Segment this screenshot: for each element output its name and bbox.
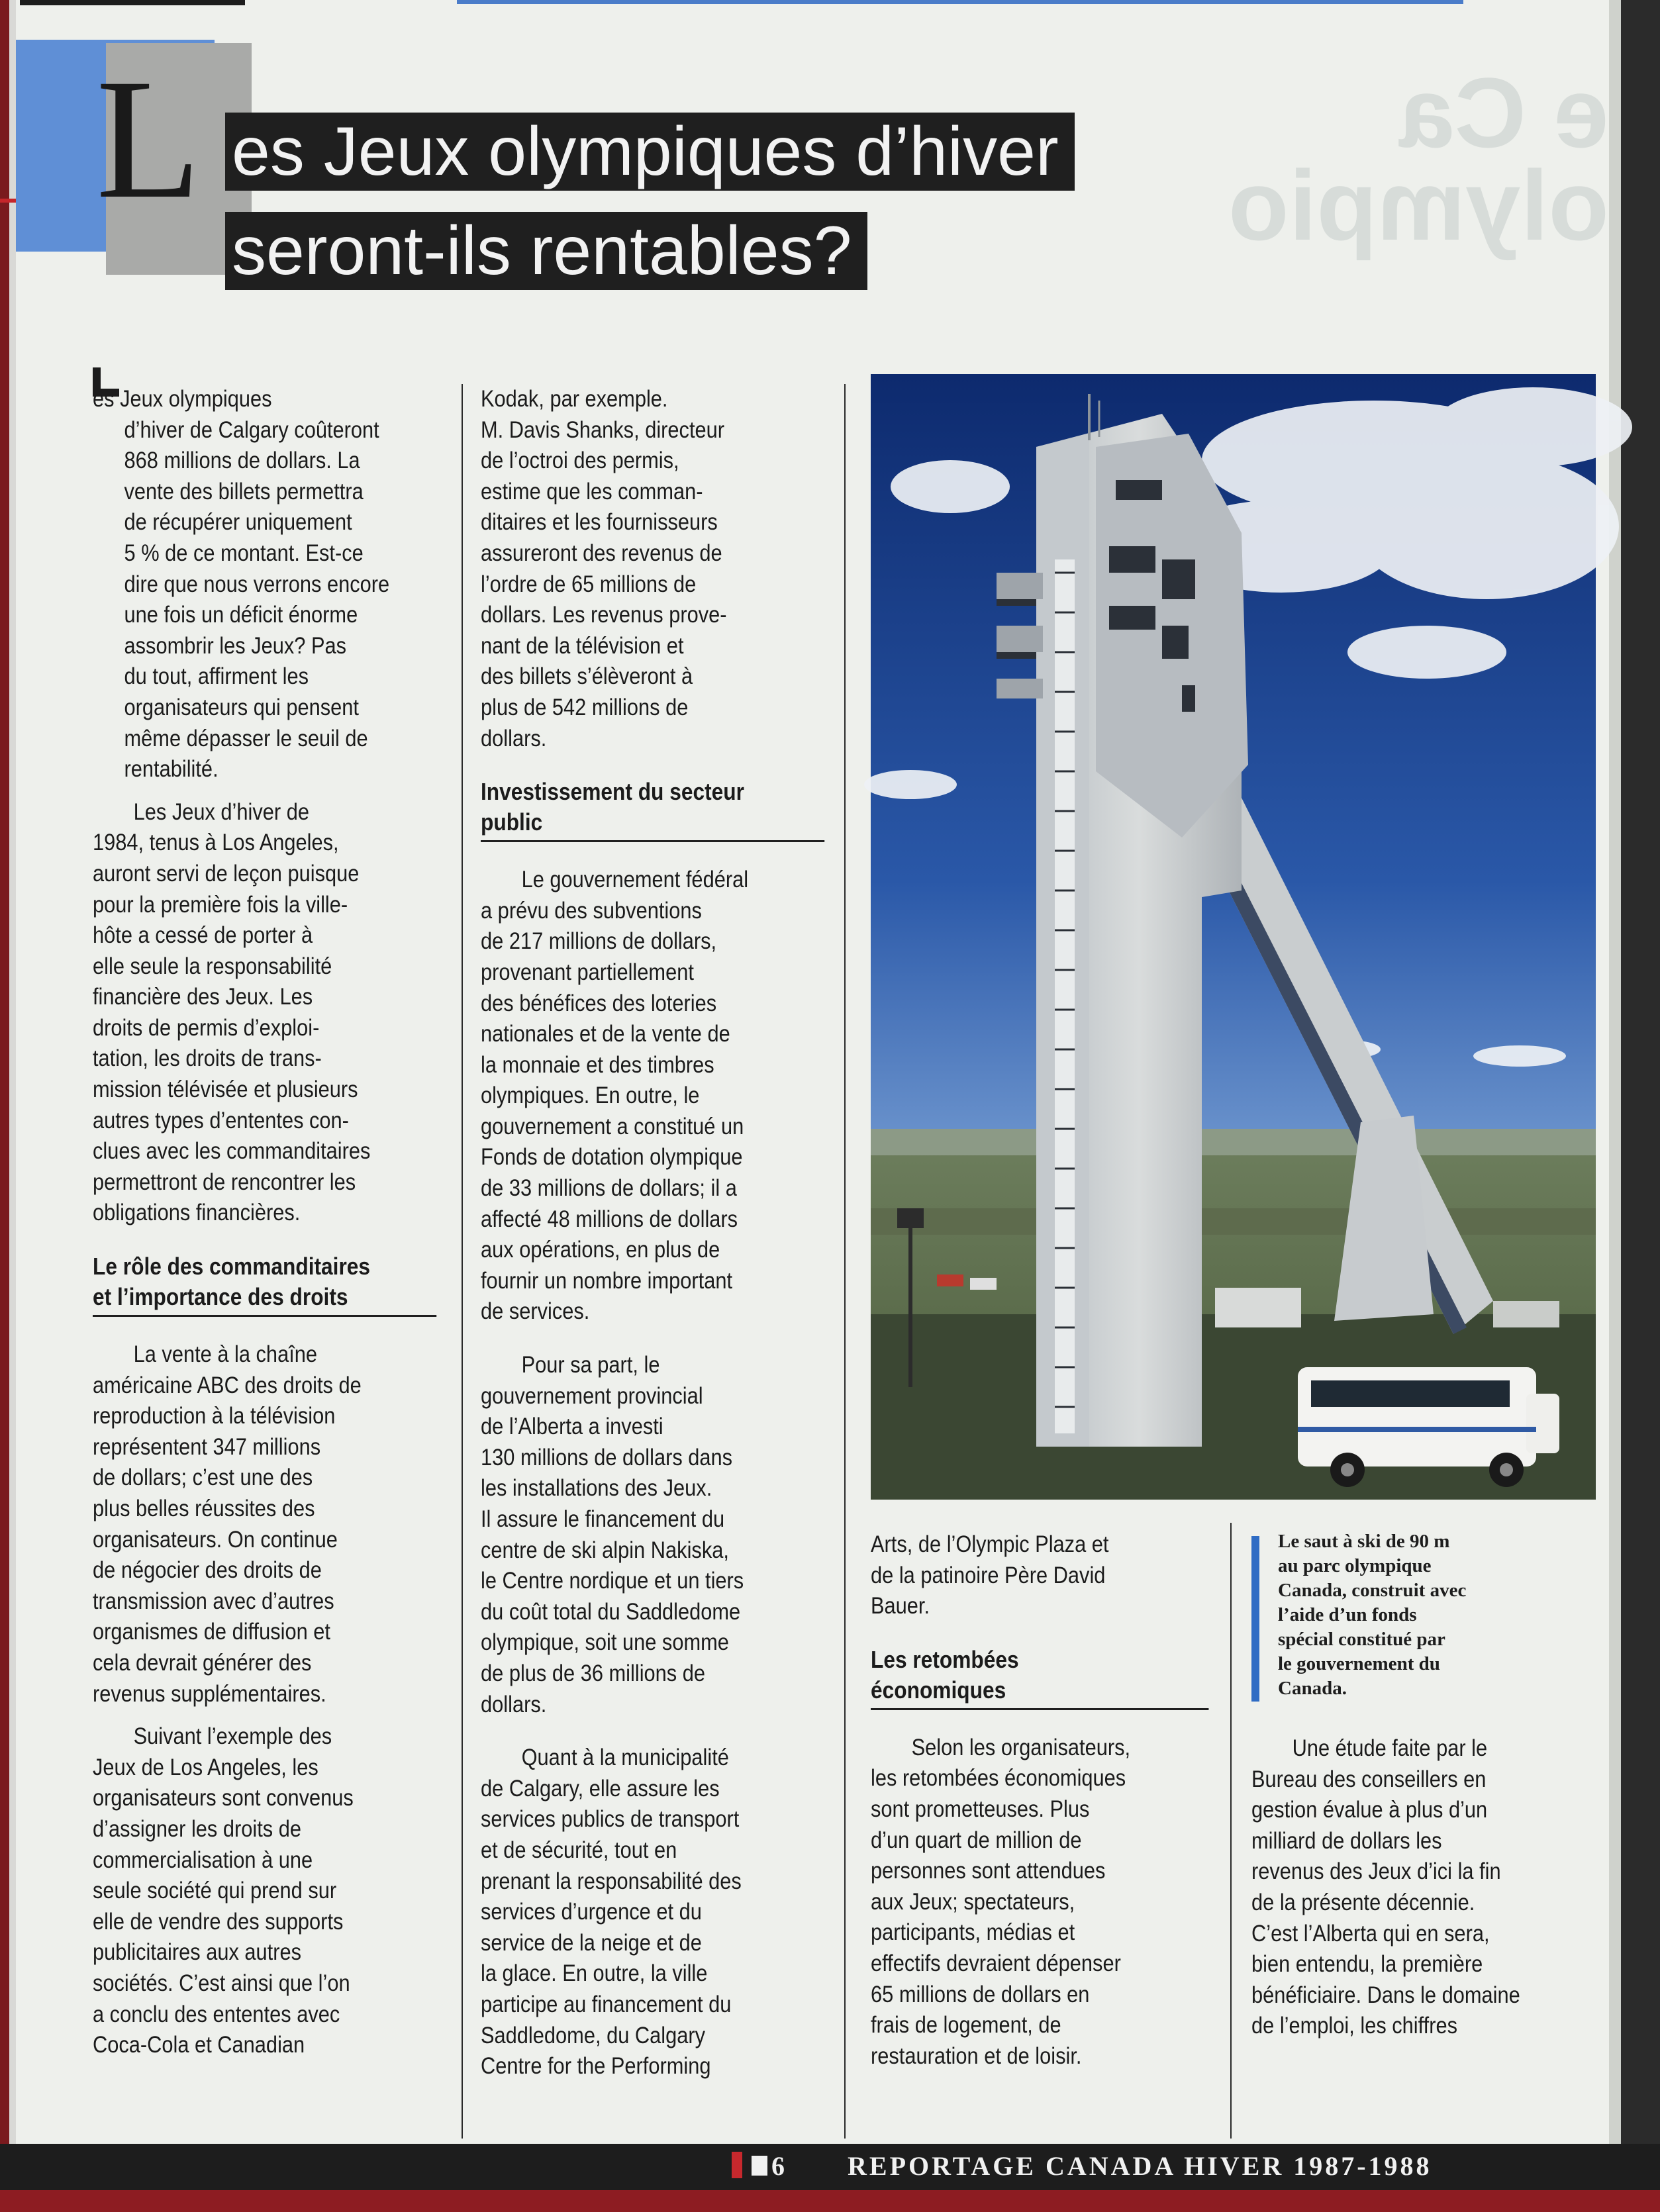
title-drop-cap: L	[96, 44, 201, 234]
bottom-page-edge	[0, 2190, 1660, 2212]
column-rule-2	[844, 384, 846, 2139]
paragraph-los-angeles: Les Jeux d’hiver de 1984, tenus à Los Angeles, auront servi de leçon puisque pour la première fois la ville- hôte a cessé de porter à elle seule la responsabilité financière des Jeux. Les droits de permis d’exploi- tation, les droits de trans- mission télévisée et plusieurs autres types d’ententes con- clues avec les commanditaires permettront de rencontrer les obligations financières.	[93, 798, 371, 1226]
paragraph-alberta: Pour sa part, le gouvernement provincial de l’Alberta a investi 130 millions de dollars dans les installations des Jeux. Il assure le financement du centre de ski alpin Nakiska, le Centre nordique et un tiers du coût total du Saddledome olympique, soit une somme de plus de 36 millions de dollars.	[481, 1352, 744, 1717]
footer-white-mark	[752, 2156, 767, 2176]
paragraph-study: Une étude faite par le Bureau des conseillers en gestion évalue à plus d’un milliard de dollars les revenus des Jeux d’ici la fin de la présente décennie. C’est l’Alberta qui en sera, bien entendu, la première bénéficiaire. Dans le domaine de l’emploi, les chiffres	[1251, 1735, 1520, 2039]
caption-accent-bar	[1251, 1536, 1259, 1702]
title-line-1: es Jeux olympiques d’hiver	[225, 113, 1075, 191]
paragraph-commercialisation: Suivant l’exemple des Jeux de Los Angeles, les organisateurs sont convenus d’assigner les droits de commercialisation à une seule société qui prend sur elle de vendre des supports publicitaires aux autres sociétés. C’est ainsi que l’on a conclu des ententes avec Coca-Cola et Canadian	[93, 1723, 354, 2058]
paragraph-kodak: Kodak, par exemple. M. Davis Shanks, directeur de l’octroi des permis, estime que les comman- ditaires et les fournisseurs assureront des revenus de l’ordre de 65 millions de dollars. Les revenus prove- nant de la télévision et des billets s’élèveront à plus de 542 millions de dollars.	[481, 386, 727, 751]
article-column-3	[871, 1529, 1208, 2072]
subheading-economic-impact: Les retombées économiques	[871, 1645, 1208, 1710]
article-column-4	[1251, 1733, 1595, 2042]
publication-title: REPORTAGE CANADA HIVER 1987-1988	[848, 2151, 1432, 2181]
paragraph-abc-rights: La vente à la chaîne américaine ABC des droits de reproduction à la télévision représentent 347 millions de dollars; c’est une des plus belles réussites des organisateurs. On continue de négocier des droits de transmission avec d’autres organismes de diffusion et cela devrait générer des revenus supplémentaires.	[93, 1341, 362, 1707]
paragraph-arts: Arts, de l’Olympic Plaza et de la patinoire Père David Bauer.	[871, 1531, 1109, 1619]
bleed-through-title: e Ca olympio	[1228, 57, 1609, 261]
left-page-edge	[0, 0, 9, 2212]
page-number: 6	[771, 2151, 785, 2181]
photo-caption: Le saut à ski de 90 m au parc olympique Canada, construit avec l’aide d’un fonds spécial constitué par le gouvernement du Canada.	[1278, 1531, 1467, 1699]
right-page-edge	[1621, 0, 1660, 2212]
margin-tick	[0, 199, 16, 203]
subheading-public-investment: Investissement du secteur public	[481, 777, 824, 842]
paragraph-calgary: Quant à la municipalité de Calgary, elle assure les services publics de transport et de sécurité, tout en prenant la responsabilité des services d’urgence et du service de la neige et de la glace. En outre, la ville participe au financement du Saddledome, du Calgary Centre for the Performing	[481, 1745, 742, 2080]
left-margin-strip	[9, 0, 16, 2212]
article-column-1	[93, 384, 436, 2061]
top-accent-rule	[457, 0, 1463, 4]
column-rule-3	[1230, 1523, 1232, 2139]
ski-jump-illustration	[871, 374, 1596, 1500]
paragraph-intro: es Jeux olympiques d’hiver de Calgary coûteront 868 millions de dollars. La vente des billets permettra de récupérer uniquement 5 % de ce montant. Est-ce dire que nous verrons encore une fois un déficit énorme assombrir les Jeux? Pas du tout, affirment les organisateurs qui pensent même dépasser le seuil de rentabilité.	[93, 386, 390, 783]
ski-jump-photo	[871, 374, 1596, 1500]
paragraph-federal: Le gouvernement fédéral a prévu des subventions de 217 millions de dollars, provenant partiellement des bénéfices des loteries nationales et de la vente de la monnaie et des timbres olympiques. En outre, le gouvernement a constitué un Fonds de dotation olympique de 33 millions de dollars; il a affecté 48 millions de dollars aux opérations, en plus de fournir un nombre important de services.	[481, 867, 749, 1325]
paragraph-economic-impact: Selon les organisateurs, les retombées économiques sont prometteuses. Plus d’un quart de million de personnes sont attendues aux Jeux; spectateurs, participants, médias et effectifs devraient dépenser 65 millions de dollars en frais de logement, de restauration et de loisir.	[871, 1734, 1131, 2069]
column-rule-1	[462, 384, 463, 2139]
subheading-sponsors: Le rôle des commanditaires et l’importance des droits	[93, 1251, 436, 1317]
title-line-2: seront-ils rentables?	[225, 212, 867, 290]
footer-red-mark	[732, 2152, 742, 2178]
article-column-2	[481, 384, 824, 2082]
top-rule	[20, 0, 245, 5]
